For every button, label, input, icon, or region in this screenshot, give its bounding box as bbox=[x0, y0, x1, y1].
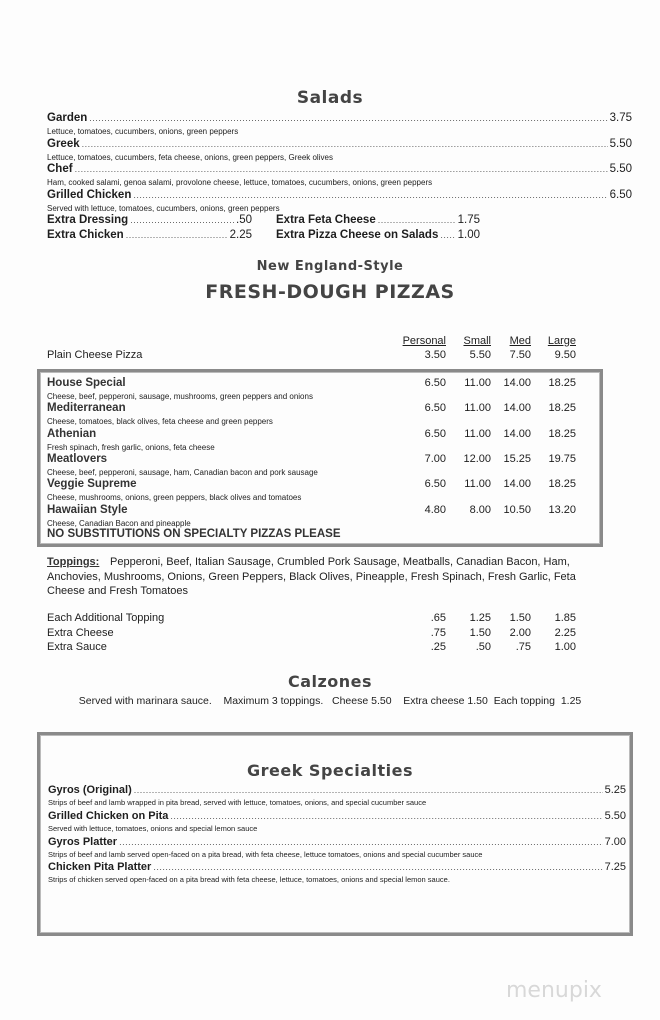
price: 1.00 bbox=[554, 641, 576, 653]
salad-extra-name: Extra Chicken bbox=[47, 229, 124, 241]
salad-item bbox=[47, 189, 632, 201]
specialty-desc: Cheese, Canadian Bacon and pineapple bbox=[47, 518, 191, 528]
price: 18.25 bbox=[548, 377, 576, 389]
size-header: Large bbox=[547, 335, 576, 347]
salad-item-name: Garden bbox=[47, 112, 88, 124]
salad-item bbox=[47, 138, 632, 150]
price: 3.50 bbox=[424, 349, 446, 361]
watermark-logo: menupix bbox=[506, 978, 602, 1003]
leader-dots bbox=[440, 230, 455, 240]
price: 7.50 bbox=[509, 349, 531, 361]
greek-item bbox=[48, 810, 626, 822]
price: 18.25 bbox=[548, 478, 576, 491]
leader-dots bbox=[75, 164, 608, 174]
salad-item-price: 5.50 bbox=[609, 137, 632, 150]
price: 11.00 bbox=[464, 427, 491, 440]
salad-extra-name: Extra Feta Cheese bbox=[276, 214, 376, 226]
greek-title: Greek Specialties bbox=[246, 761, 414, 780]
specialty-name: Mediterranean bbox=[47, 402, 126, 415]
greek-item-price: 7.25 bbox=[604, 861, 626, 874]
price: 14.00 bbox=[503, 478, 531, 491]
salad-extra-price: 1.75 bbox=[457, 214, 480, 226]
greek-item bbox=[48, 836, 626, 848]
leader-dots bbox=[119, 837, 602, 847]
price: 2.25 bbox=[554, 626, 576, 639]
leader-dots bbox=[170, 811, 602, 821]
price: 2.00 bbox=[509, 626, 531, 639]
pizza-title: FRESH-DOUGH PIZZAS bbox=[205, 281, 455, 303]
salad-item-price: 6.50 bbox=[609, 188, 632, 201]
price: 1.50 bbox=[469, 626, 491, 639]
salad-desc: Ham, cooked salami, genoa salami, provolone cheese, lettuce, tomatoes, cucumbers, onions, green peppers bbox=[47, 178, 433, 187]
greek-desc: Strips of beef and lamb served open-faced on a pita bread, with feta cheese, lettuce tomatoes, onions and special cucumber sauce bbox=[48, 849, 483, 859]
price: .50 bbox=[475, 641, 491, 653]
salad-extra bbox=[47, 214, 252, 226]
specialty-name: Athenian bbox=[47, 427, 97, 440]
salad-extra-price: .50 bbox=[236, 214, 252, 226]
leader-dots bbox=[133, 190, 607, 200]
toppings-line: Cheese and Fresh Tomatoes bbox=[47, 585, 189, 597]
leader-dots bbox=[134, 785, 603, 795]
specialty-pizza-box bbox=[37, 369, 603, 547]
price: 11.00 bbox=[464, 478, 491, 491]
price: 4.80 bbox=[424, 503, 446, 516]
size-header: Personal bbox=[402, 335, 446, 347]
pizza-extra-name: Extra Sauce bbox=[47, 641, 107, 653]
specialty-name: Meatlovers bbox=[47, 452, 108, 465]
greek-item-name: Gyros (Original) bbox=[48, 784, 132, 796]
specialty-name: Hawaiian Style bbox=[47, 503, 128, 516]
size-header: Med bbox=[509, 335, 531, 347]
calzones-info: Served with marinara sauce. Maximum 3 toppings. Cheese 5.50 Extra cheese 1.50 Each topping 1.25 bbox=[78, 695, 582, 707]
salad-desc: Lettuce, tomatoes, cucumbers, onions, green peppers bbox=[47, 127, 239, 136]
price: 1.25 bbox=[469, 612, 491, 624]
specialty-name: Veggie Supreme bbox=[47, 478, 137, 491]
calzones-title: Calzones bbox=[287, 672, 373, 691]
pizza-subtitle: New England-Style bbox=[256, 259, 404, 274]
leader-dots bbox=[82, 139, 608, 149]
price: 15.25 bbox=[503, 452, 531, 465]
price: .65 bbox=[430, 612, 446, 624]
price: 13.20 bbox=[548, 503, 576, 516]
toppings-label: Toppings: bbox=[47, 556, 100, 568]
greek-item-name: Grilled Chicken on Pita bbox=[48, 809, 169, 822]
salads-title: Salads bbox=[296, 88, 364, 108]
salad-extra-name: Extra Dressing bbox=[47, 214, 129, 226]
price: 1.85 bbox=[554, 612, 576, 624]
price: 7.00 bbox=[424, 452, 446, 465]
greek-desc: Strips of beef and lamb wrapped in pita bread, served with lettuce, tomatoes, onions, and special cucumber sauce bbox=[48, 798, 427, 807]
size-header: Small bbox=[463, 335, 491, 347]
price: 1.50 bbox=[509, 612, 531, 624]
salad-extra-price: 2.25 bbox=[229, 229, 252, 241]
price: .75 bbox=[430, 626, 446, 639]
specialty-desc: Cheese, beef, pepperoni, sausage, ham, Canadian bacon and pork sausage bbox=[47, 467, 318, 477]
price: 6.50 bbox=[424, 377, 446, 389]
salad-item-name: Grilled Chicken bbox=[47, 188, 132, 201]
price: 11.00 bbox=[464, 402, 491, 415]
salad-extra bbox=[47, 229, 252, 241]
greek-item-price: 5.25 bbox=[604, 784, 626, 796]
toppings-line: Anchovies, Mushrooms, Onions, Green Peppers, Black Olives, Pineapple, Fresh Spinach, Fresh Garlic, Feta bbox=[47, 570, 576, 583]
price: 6.50 bbox=[424, 402, 446, 415]
leader-dots bbox=[130, 215, 234, 225]
leader-dots bbox=[126, 230, 228, 240]
salad-item-name: Greek bbox=[47, 137, 80, 150]
salad-extra bbox=[276, 214, 480, 226]
greek-item-name: Chicken Pita Platter bbox=[48, 861, 152, 874]
salad-desc: Lettuce, tomatoes, cucumbers, feta cheese, onions, green peppers, Greek olives bbox=[47, 152, 333, 162]
pizza-extra-name: Each Additional Topping bbox=[47, 612, 165, 624]
salad-desc: Served with lettuce, tomatoes, cucumbers, onions, green peppers bbox=[47, 203, 280, 213]
price: 5.50 bbox=[469, 349, 491, 361]
price: 14.00 bbox=[503, 402, 531, 415]
price: 9.50 bbox=[554, 349, 576, 361]
price: 6.50 bbox=[424, 427, 446, 440]
price: .75 bbox=[515, 641, 531, 653]
specialty-desc: Cheese, tomatoes, black olives, feta cheese and green peppers bbox=[47, 417, 273, 427]
salad-extra-name: Extra Pizza Cheese on Salads bbox=[276, 229, 439, 241]
price: 14.00 bbox=[503, 377, 531, 389]
greek-item bbox=[48, 784, 626, 796]
greek-item-price: 7.00 bbox=[604, 835, 626, 848]
price: 14.00 bbox=[503, 427, 531, 440]
price: 18.25 bbox=[548, 427, 576, 440]
price: 8.00 bbox=[469, 503, 491, 516]
price: 11.00 bbox=[464, 377, 491, 389]
specialty-desc: Cheese, mushrooms, onions, green peppers, black olives and tomatoes bbox=[47, 493, 302, 503]
greek-item-name: Gyros Platter bbox=[48, 835, 118, 848]
price: 10.50 bbox=[503, 503, 531, 516]
price: 6.50 bbox=[424, 478, 446, 491]
leader-dots bbox=[153, 862, 602, 872]
price: .25 bbox=[430, 641, 446, 653]
salad-item-price: 5.50 bbox=[609, 163, 632, 175]
salad-extra-price: 1.00 bbox=[457, 229, 480, 241]
price: 18.25 bbox=[548, 402, 576, 415]
price: 12.00 bbox=[463, 452, 491, 465]
greek-item bbox=[48, 861, 626, 873]
salad-item-price: 3.75 bbox=[609, 112, 632, 124]
leader-dots bbox=[378, 215, 456, 225]
greek-item-price: 5.50 bbox=[604, 809, 626, 822]
salad-item-name: Chef bbox=[47, 163, 73, 175]
salad-item bbox=[47, 163, 632, 175]
specialty-desc: Fresh spinach, fresh garlic, onions, feta cheese bbox=[47, 442, 215, 452]
toppings-line: Pepperoni, Beef, Italian Sausage, Crumbled Pork Sausage, Meatballs, Canadian Bacon, Ham, bbox=[110, 556, 570, 568]
no-substitutions-notice: NO SUBSTITUTIONS ON SPECIALTY PIZZAS PLEASE bbox=[47, 528, 341, 540]
salad-item bbox=[47, 112, 632, 124]
specialty-name: House Special bbox=[47, 377, 126, 389]
salad-extra bbox=[276, 229, 480, 241]
plain-pizza-name: Plain Cheese Pizza bbox=[47, 349, 143, 361]
greek-desc: Strips of chicken served open-faced on a pita bread with feta cheese, lettuce, tomatoes, onions and special lemon sauce. bbox=[48, 875, 450, 885]
leader-dots bbox=[89, 113, 607, 123]
pizza-extra-name: Extra Cheese bbox=[47, 626, 114, 639]
price: 19.75 bbox=[548, 452, 576, 465]
greek-desc: Served with lettuce, tomatoes, onions and special lemon sauce bbox=[48, 823, 258, 833]
specialty-desc: Cheese, beef, pepperoni, sausage, mushrooms, green peppers and onions bbox=[47, 392, 313, 401]
